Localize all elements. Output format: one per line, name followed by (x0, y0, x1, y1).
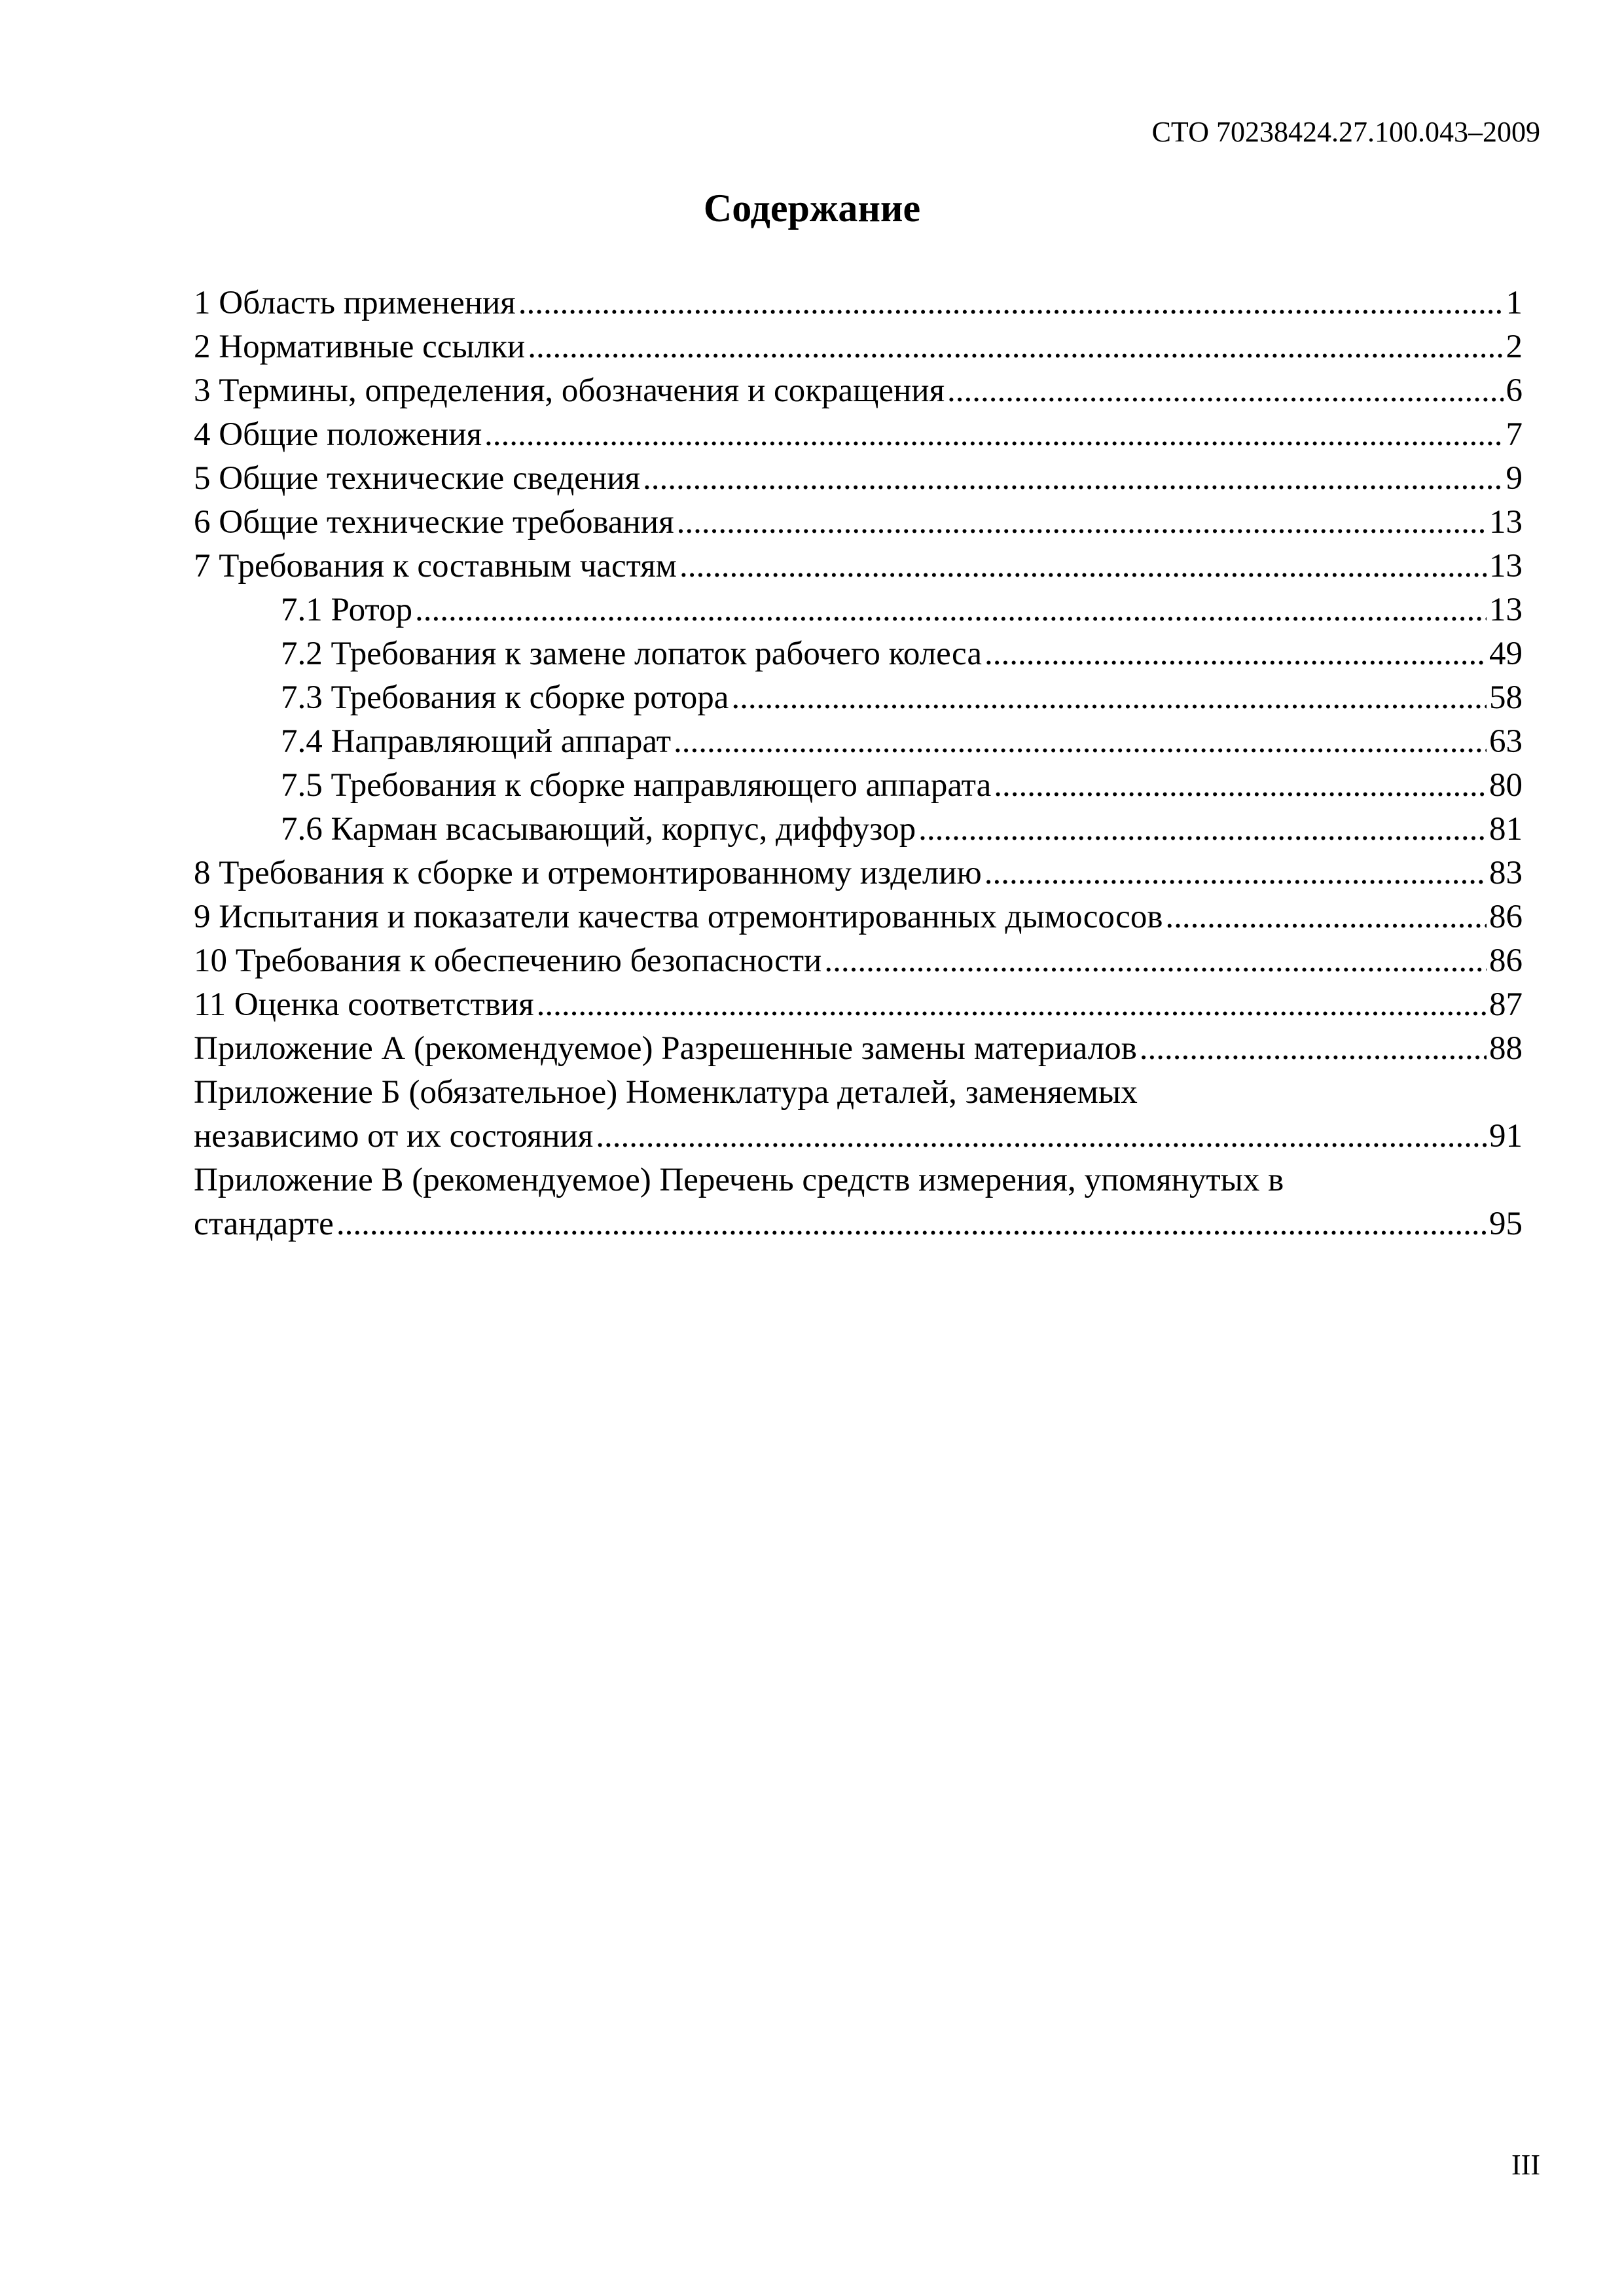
toc-entry-label: 7 Требования к составным частям (194, 548, 677, 584)
toc-entry-label-first-line: Приложение В (рекомендуемое) Перечень средств измерения, упомянутых в (194, 1162, 1284, 1198)
toc-entry-label: 7.1 Ротор (281, 592, 413, 628)
toc-entry-page: 49 (1489, 636, 1523, 672)
toc-entry-page: 13 (1489, 504, 1523, 541)
toc-dot-leader (1165, 895, 1487, 939)
toc-entry (194, 764, 1523, 808)
toc-entry (194, 808, 1523, 852)
toc-entry-row (194, 852, 1523, 895)
toc-entry (194, 281, 1523, 325)
toc-entry-label: 7.5 Требования к сборке направляющего аппарата (281, 767, 992, 804)
toc-entry-row (194, 983, 1523, 1027)
toc-entry-row (194, 413, 1523, 457)
toc-entry-label: независимо от их состояния (194, 1118, 594, 1155)
toc-entry-label: 7.6 Карман всасывающий, корпус, диффузор (281, 811, 916, 848)
toc-entry-label: 8 Требования к сборке и отремонтированному изделию (194, 855, 982, 891)
toc-entry-page: 83 (1489, 855, 1523, 891)
toc-entry-page: 80 (1489, 767, 1523, 804)
toc-entry-label: стандарте (194, 1206, 334, 1242)
toc-entry-label: 6 Общие технические требования (194, 504, 674, 541)
toc-entry (194, 720, 1523, 764)
toc-entry-page: 1 (1506, 285, 1523, 321)
toc-entry-row (194, 1027, 1523, 1071)
toc-entry (194, 983, 1523, 1027)
toc-entry-label-first-line: Приложение Б (обязательное) Номенклатура деталей, заменяемых (194, 1074, 1138, 1111)
toc-entry-page: 91 (1489, 1118, 1523, 1155)
toc-dot-leader (674, 720, 1487, 764)
toc-entry-page: 6 (1506, 372, 1523, 409)
toc-entry-label: 5 Общие технические сведения (194, 460, 640, 497)
toc-entry-row (194, 369, 1523, 413)
toc-entry-label: 9 Испытания и показатели качества отремонтированных дымососов (194, 899, 1163, 935)
toc-entry (194, 939, 1523, 983)
toc-entry-row (194, 939, 1523, 983)
toc-entry-page: 88 (1489, 1030, 1523, 1067)
toc-entry (194, 632, 1523, 676)
toc-entry (194, 413, 1523, 457)
toc-dot-leader (984, 632, 1487, 676)
toc-entry-row (194, 1202, 1523, 1246)
toc-entry-row (194, 501, 1523, 545)
toc-title: Содержание (703, 187, 921, 230)
toc-entry-page: 13 (1489, 592, 1523, 628)
toc-dot-leader (336, 1202, 1487, 1246)
toc-entry-label: 10 Требования к обеспечению безопасности (194, 942, 822, 979)
toc-dot-leader (984, 852, 1487, 895)
toc-entry-label: 7.2 Требования к замене лопаток рабочего колеса (281, 636, 982, 672)
toc-entry-row (194, 457, 1523, 501)
toc-entry-page: 86 (1489, 899, 1523, 935)
toc-entry-label: 7.4 Направляющий аппарат (281, 723, 672, 760)
toc-entry-row (194, 676, 1523, 720)
toc-entry (194, 852, 1523, 895)
toc-dot-leader (677, 501, 1487, 545)
toc-entry (194, 325, 1523, 369)
toc-entry (194, 457, 1523, 501)
toc-dot-leader (947, 369, 1503, 413)
toc-entry-page: 2 (1506, 329, 1523, 365)
toc-entry (194, 1027, 1523, 1071)
toc-dot-leader (824, 939, 1487, 983)
toc-entry-page: 95 (1489, 1206, 1523, 1242)
toc-dot-leader (1140, 1027, 1487, 1071)
toc-entry-page: 86 (1489, 942, 1523, 979)
toc-dot-leader (484, 413, 1503, 457)
toc-entry-label: Приложение А (рекомендуемое) Разрешенные замены материалов (194, 1030, 1137, 1067)
toc-dot-leader (731, 676, 1487, 720)
toc-entry-label: 1 Область применения (194, 285, 516, 321)
toc-entry-row (194, 545, 1523, 588)
toc-entry (194, 1071, 1523, 1158)
toc-entry (194, 369, 1523, 413)
toc-dot-leader (643, 457, 1504, 501)
toc-entry-page: 7 (1506, 416, 1523, 453)
toc-dot-leader (679, 545, 1487, 588)
toc-entry (194, 545, 1523, 588)
toc-entry-label: 7.3 Требования к сборке ротора (281, 679, 729, 716)
toc-entry (194, 588, 1523, 632)
toc-entry-label: 11 Оценка соответствия (194, 986, 534, 1023)
toc-dot-leader (918, 808, 1487, 852)
toc-dot-leader (596, 1115, 1487, 1158)
toc-dot-leader (528, 325, 1503, 369)
toc-dot-leader (994, 764, 1487, 808)
toc-entry-page: 9 (1506, 460, 1523, 497)
toc-entry-page: 63 (1489, 723, 1523, 760)
toc-entry (194, 1158, 1523, 1246)
toc-entry (194, 895, 1523, 939)
toc-dot-leader (537, 983, 1487, 1027)
toc-entry-row (194, 588, 1523, 632)
toc-entry-page: 87 (1489, 986, 1523, 1023)
toc-entry-row (194, 764, 1523, 808)
toc-dot-leader (518, 281, 1504, 325)
table-of-contents (194, 281, 1523, 1246)
toc-entry-page: 81 (1489, 811, 1523, 848)
page-number: III (1511, 2149, 1540, 2181)
toc-entry-row (194, 720, 1523, 764)
toc-entry-page: 13 (1489, 548, 1523, 584)
toc-entry (194, 501, 1523, 545)
toc-entry-row (194, 1115, 1523, 1158)
toc-entry-label: 2 Нормативные ссылки (194, 329, 526, 365)
toc-entry-label: 3 Термины, определения, обозначения и сокращения (194, 372, 945, 409)
toc-entry-row (194, 281, 1523, 325)
toc-entry-row (194, 895, 1523, 939)
toc-entry-row (194, 632, 1523, 676)
toc-entry (194, 676, 1523, 720)
document-code: СТО 70238424.27.100.043–2009 (1151, 116, 1540, 148)
toc-entry-row (194, 325, 1523, 369)
toc-dot-leader (415, 588, 1487, 632)
toc-entry-row (194, 808, 1523, 852)
toc-entry-label: 4 Общие положения (194, 416, 482, 453)
toc-entry-page: 58 (1489, 679, 1523, 716)
